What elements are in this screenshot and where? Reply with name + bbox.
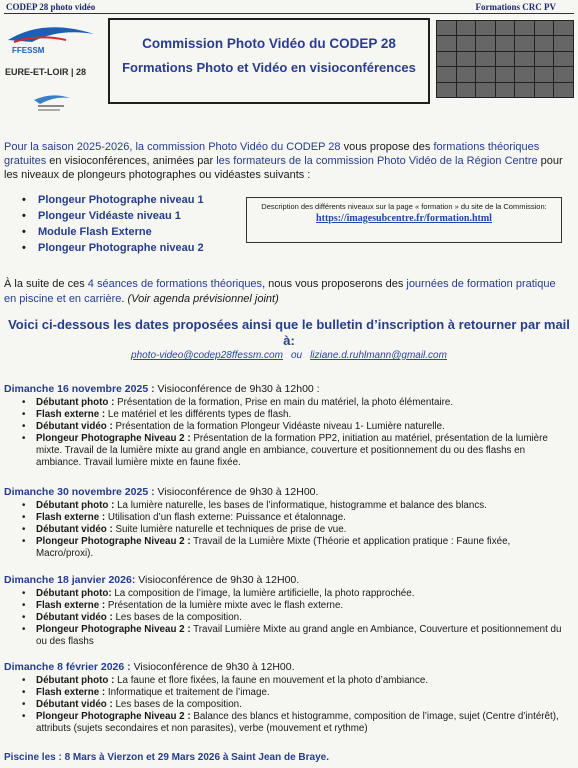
session-block: Dimanche 30 novembre 2025 : Visioconférence de 9h30 à 12H00. • Débutant photo : La lumière naturelle, les bases de l’informatique, histogramme et balance des blancs. • Flash externe : Utilisation d’un flash externe: Puissance et étalonnage. • Débutant vidéo : Suite lumière naturelle et techniques de prise de vue. • Plongeur Photographe Niveau 2 : Travail de la Lumière Mixte (Théorie et application pratique : Faune fixée, Macro/proxi). — [4, 486, 570, 560]
header-left: CODEP 28 photo vidéo — [6, 2, 96, 12]
ffessm-logo-icon — [4, 20, 100, 120]
session-block: Dimanche 18 janvier 2026: Visioconférence de 9h30 à 12H00. • Débutant photo: La composition de l’image, la lumière artificielle, la photo rapprochée. • Flash externe : Présentation de la lumière mixte avec le flash externe. • Débutant vidéo : Les bases de la composition. • Plongeur Photographe Niveau 2 : Travail Lumière Mixte au grand angle en Ambiance, Couverture et positionnement du ou des flashs — [4, 574, 570, 648]
session-date: Dimanche 30 novembre 2025 : — [4, 486, 155, 498]
session-item: • Flash externe : Le matériel et les différents types de flash. — [4, 409, 570, 421]
svg-text:EURE-ET-LOIR | 28: EURE-ET-LOIR | 28 — [5, 67, 87, 77]
session-date: Dimanche 18 janvier 2026: — [4, 574, 136, 586]
session-item: • Flash externe : Utilisation d’un flash externe: Puissance et étalonnage. — [4, 512, 570, 524]
session-item: • Débutant photo : La faune et flore fixées, la faune en mouvement et la photo d’ambiance. — [4, 675, 570, 687]
session-item: • Plongeur Photographe Niveau 2 : Balance des blancs et histogramme, composition de l’image, sujet (Centre d’intérêt), attributs (sujets secondaires et non parasites), verbe (mouvement et rythme) — [4, 711, 570, 735]
visio-participants-photo — [436, 20, 574, 98]
session-date: Dimanche 16 novembre 2025 : — [4, 383, 155, 395]
level-item: • Plongeur Photographe niveau 2 — [22, 240, 204, 256]
title-line-1: Commission Photo Vidéo du CODEP 28 — [142, 36, 396, 51]
piscine-dates: Piscine les : 8 Mars à Vierzon et 29 Mars 2026 à Saint Jean de Braye. — [4, 752, 329, 763]
session-item: • Flash externe : Informatique et traitement de l’image. — [4, 687, 570, 699]
level-item: • Plongeur Photographe niveau 1 — [22, 192, 204, 208]
header-right: Formations CRC PV — [475, 2, 556, 12]
session-item: • Plongeur Photographe Niveau 2 : Travail de la Lumière Mixte (Théorie et application pratique : Faune fixée, Macro/proxi). — [4, 536, 570, 560]
session-block: Dimanche 8 février 2026 : Visioconférence de 9h30 à 12H00. • Débutant photo : La faune et flore fixées, la faune en mouvement et la photo d’ambiance. • Flash externe : Informatique et traitement de l’image. • Débutant vidéo : Les bases de la composition. • Plongeur Photographe Niveau 2 : Balance des blancs et histogramme, composition de l’image, sujet (Centre d’intérêt), attributs (sujets secondaires et non parasites), verbe (mouvement et rythme) — [4, 661, 570, 735]
ffessm-logo — [4, 20, 100, 120]
level-item: • Plongeur Vidéaste niveau 1 — [22, 208, 204, 224]
header-rule — [4, 13, 574, 14]
formation-link[interactable]: https://imagesubcentre.fr/formation.html — [316, 212, 492, 224]
title-box — [108, 18, 430, 104]
session-item: • Débutant vidéo : Les bases de la composition. — [4, 612, 570, 624]
session-item: • Débutant photo : La lumière naturelle, les bases de l’informatique, histogramme et balance des blancs. — [4, 500, 570, 512]
level-item: • Module Flash Externe — [22, 224, 204, 240]
description-box — [246, 197, 562, 243]
svg-text:FFESSM: FFESSM — [12, 46, 45, 55]
email-link-1[interactable]: photo-video@codep28ffessm.com — [131, 350, 283, 361]
email-line: photo-video@codep28ffessm.com ou liziane.d.ruhlmann@gmail.com — [131, 350, 447, 361]
session-item: • Débutant vidéo : Présentation de la formation Plongeur Vidéaste niveau 1- Lumière naturelle. — [4, 421, 570, 433]
session-item: • Débutant vidéo : Suite lumière naturelle et techniques de prise de vue. — [4, 524, 570, 536]
session-item: • Débutant photo : Présentation de la formation, Prise en main du matériel, la photo élémentaire. — [4, 397, 570, 409]
session-block: Dimanche 16 novembre 2025 : Visioconférence de 9h30 à 12h00 : • Débutant photo : Présentation de la formation, Prise en main du matériel, la photo élémentaire. • Flash externe : Le matériel et les différents types de flash. • Débutant vidéo : Présentation de la formation Plongeur Vidéaste niveau 1- Lumière naturelle. • Plongeur Photographe Niveau 2 : Présentation de la formation PP2, initiation au matériel, présentation de la lumière mixte. Travail de la lumière mixte au grand angle en ambiance, couverture et positionnement du ou des flashs en ambiance. Travail lumière mixte en faune fixée. — [4, 383, 570, 469]
levels-list — [22, 192, 204, 256]
session-item: • Débutant photo: La composition de l’image, la lumière artificielle, la photo rapprochée. — [4, 588, 570, 600]
session-date: Dimanche 8 février 2026 : — [4, 661, 131, 673]
session-item: • Flash externe : Présentation de la lumière mixte avec le flash externe. — [4, 600, 570, 612]
session-item: • Plongeur Photographe Niveau 2 : Travail Lumière Mixte au grand angle en Ambiance, Couverture et positionnement du ou des flashs — [4, 624, 570, 648]
voici-heading: Voici ci-dessous les dates proposées ainsi que le bulletin d’inscription à retourner par mail à: — [8, 317, 570, 348]
intro-paragraph: Pour la saison 2025-2026, la commission Photo Vidéo du CODEP 28 vous propose des formations théoriques gratuites en visioconférences, animées par les formateurs de la commission Photo Vidéo de la Région Centre pour les niveaux de plongeurs photographes ou vidéastes suivants : — [4, 141, 563, 181]
session-item: • Débutant vidéo : Les bases de la composition. — [4, 699, 570, 711]
email-link-2[interactable]: liziane.d.ruhlmann@gmail.com — [310, 350, 447, 361]
description-text: Description des différents niveaux sur la page « formation » du site de la Commission: — [261, 202, 547, 211]
title-line-2: Formations Photo et Vidéo en visioconférences — [122, 60, 416, 75]
suite-paragraph: À la suite de ces 4 séances de formations théoriques, nous vous proposerons des journées de formation pratique en piscine et en carrière. (Voir agenda prévisionnel joint) — [4, 278, 556, 305]
session-item: • Plongeur Photographe Niveau 2 : Présentation de la formation PP2, initiation au matériel, présentation de la lumière mixte. Travail de la lumière mixte au grand angle en ambiance, couverture et positionnement du ou des flashs en ambiance. Travail lumière mixte en faune fixée. — [4, 433, 570, 469]
